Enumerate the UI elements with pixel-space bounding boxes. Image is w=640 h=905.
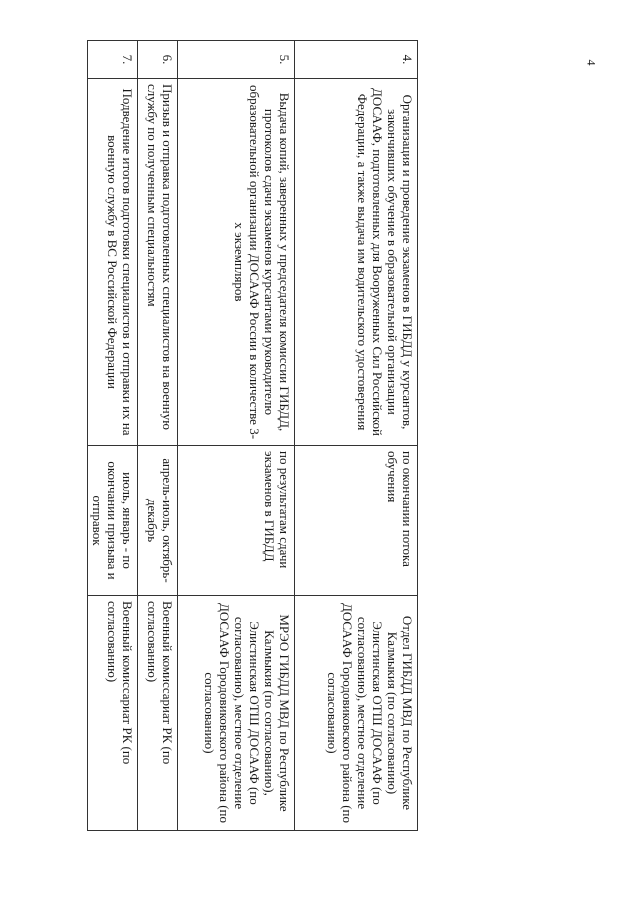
- term-cell: апрель-июль, октябрь-декабрь: [138, 446, 178, 596]
- plan-table: [87, 40, 418, 831]
- table-row: [295, 41, 418, 831]
- row-number: 6.: [138, 41, 178, 79]
- page-number: 4: [584, 59, 599, 66]
- term-cell: по окончании потока обучения: [295, 446, 418, 596]
- action-cell: Призыв и отправка подготовленных специалистов на военную службу по полученным специальностям: [138, 79, 178, 446]
- action-cell: Подведение итогов подготовки специалистов и отправки их на военную службу в ВС Российской Федерации: [88, 79, 138, 446]
- action-cell: Выдача копий, заверенных у председателя комиссии ГИБДД, протоколов сдачи экзаменов курсантами руководителю образовательной организации ДОСААФ России в количестве 3-х экземпляров: [178, 79, 295, 446]
- table-row: [178, 41, 295, 831]
- table-row: [88, 41, 138, 831]
- table-row: [138, 41, 178, 831]
- row-number: 5.: [178, 41, 295, 79]
- action-cell: Организация и проведение экзаменов в ГИБДД у курсантов, закончивших обучение в образовательной организации ДОСААФ, подготовленных для Вооруженных Сил Российской Федерации, а также выдача им водительского удостоверения: [295, 79, 418, 446]
- term-cell: июль, январь - по окончании призыва и отправок: [88, 446, 138, 596]
- term-cell: по результатам сдачи экзаменов в ГИБДД: [178, 446, 295, 596]
- responsible-cell: Военный комиссариат РК (по согласованию): [88, 596, 138, 831]
- row-number: 7.: [88, 41, 138, 79]
- rotated-table-wrapper: [88, 40, 418, 830]
- responsible-cell: Отдел ГИБДД МВД по Республике Калмыкия (по согласованию) Элистинская ОТШ ДОСААФ (по согласованию), местное отделение ДОСААФ Городовиковского района (по согласованию): [295, 596, 418, 831]
- row-number: 4.: [295, 41, 418, 79]
- responsible-cell: МРЭО ГИБДД МВД по Республике Калмыкия (по согласованию), Элистинская ОТШ ДОСААФ (по согласованию), местное отделение ДОСААФ Городовиковского района (по согласованию): [178, 596, 295, 831]
- responsible-cell: Военный комиссариат РК (по согласованию): [138, 596, 178, 831]
